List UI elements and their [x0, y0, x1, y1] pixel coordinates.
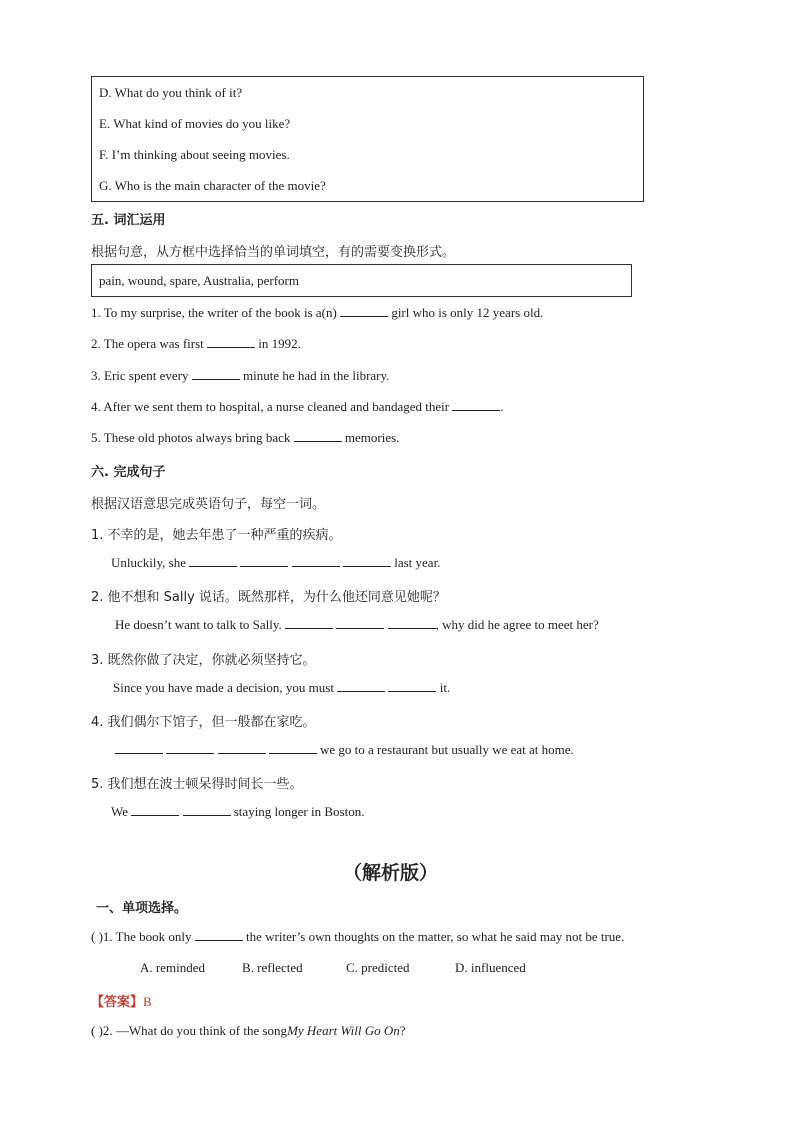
s6-q4-chinese: 4. 我们偶尔下馆子，但一般都在家吃。	[91, 715, 316, 730]
s6-q3-chinese: 3. 既然你做了决定，你就必须坚持它。	[91, 653, 316, 668]
s6-q2-chinese: 2. 他不想和 Sally 说话。既然那样，为什么他还同意见她呢？	[91, 590, 446, 605]
answer-blank[interactable]	[269, 743, 317, 754]
s5-question-3: 3. Eric spent every minute he had in the library.	[91, 368, 390, 383]
s6-q4-english: we go to a restaurant but usually we eat at home.	[115, 742, 574, 758]
q1-option-a[interactable]: A. reminded	[140, 960, 205, 975]
option-g: G. Who is the main character of the movie?	[99, 178, 326, 193]
s6-q3-english: Since you have made a decision, you must it.	[113, 680, 451, 695]
s5-question-1: 1. To my surprise, the writer of the book is a(n) girl who is only 12 years old.	[91, 305, 544, 320]
answer-blank[interactable]	[183, 805, 231, 816]
answer-blank[interactable]	[192, 369, 240, 380]
answer-value: B	[143, 994, 152, 1009]
answer-blank[interactable]	[189, 556, 237, 567]
answer-blank[interactable]	[285, 618, 333, 629]
option-f: F. I’m thinking about seeing movies.	[99, 147, 290, 162]
answer-blank[interactable]	[115, 743, 163, 754]
section6-instruction: 根据汉语意思完成英语句子，每空一词。	[91, 497, 326, 512]
answer-blank[interactable]	[337, 681, 385, 692]
s5-question-2: 2. The opera was first in 1992.	[91, 336, 301, 351]
option-d: D. What do you think of it?	[99, 85, 243, 100]
answer-version-title: （解析版）	[343, 862, 439, 884]
answer-blank[interactable]	[294, 431, 342, 442]
s6-q2-english: He doesn’t want to talk to Sally. , why did he agree to meet her?	[115, 617, 599, 632]
q1-option-d[interactable]: D. influenced	[455, 960, 526, 975]
answer-q2: ( )2. —What do you think of the songMy Heart Will Go On?	[91, 1023, 406, 1038]
answer-blank[interactable]	[343, 556, 391, 567]
s6-q1-chinese: 1. 不幸的是，她去年患了一种严重的疾病。	[91, 528, 342, 543]
answer-blank[interactable]	[452, 400, 500, 411]
answer-blank[interactable]	[292, 556, 340, 567]
q1-option-b[interactable]: B. reflected	[242, 960, 303, 975]
answer-label: 【答案】	[91, 995, 144, 1010]
answer-blank[interactable]	[336, 618, 384, 629]
answer-blank[interactable]	[388, 681, 436, 692]
answer-blank[interactable]	[166, 743, 214, 754]
q1-option-c[interactable]: C. predicted	[346, 960, 410, 975]
s6-q5-chinese: 5. 我们想在波士顿呆得时间长一些。	[91, 777, 303, 792]
answer-blank[interactable]	[195, 930, 243, 941]
answer-blank[interactable]	[240, 556, 288, 567]
s5-question-5: 5. These old photos always bring back memories.	[91, 430, 400, 445]
s5-question-4: 4. After we sent them to hospital, a nurse cleaned and bandaged their .	[91, 399, 504, 414]
part1-heading: 一、单项选择。	[96, 901, 188, 916]
answer-blank[interactable]	[218, 743, 266, 754]
s6-q1-english: Unluckily, she last year.	[111, 555, 441, 570]
word-box-text: pain, wound, spare, Australia, perform	[99, 273, 300, 288]
answer-line	[91, 991, 152, 1010]
answer-blank[interactable]	[388, 618, 436, 629]
section5-heading: 五. 词汇运用	[91, 213, 166, 228]
song-title: My Heart Will Go On	[287, 1023, 400, 1038]
answer-blank[interactable]	[207, 337, 255, 348]
section6-heading: 六. 完成句子	[91, 465, 166, 480]
option-e: E. What kind of movies do you like?	[99, 116, 291, 131]
answer-blank[interactable]	[131, 805, 179, 816]
answer-blank[interactable]	[340, 306, 388, 317]
section5-instruction: 根据句意，从方框中选择恰当的单词填空，有的需要变换形式。	[91, 245, 456, 260]
s6-q5-english: We staying longer in Boston.	[111, 804, 365, 819]
answer-q1: ( )1. The book only the writer’s own thoughts on the matter, so what he said may not be true.	[91, 929, 625, 944]
